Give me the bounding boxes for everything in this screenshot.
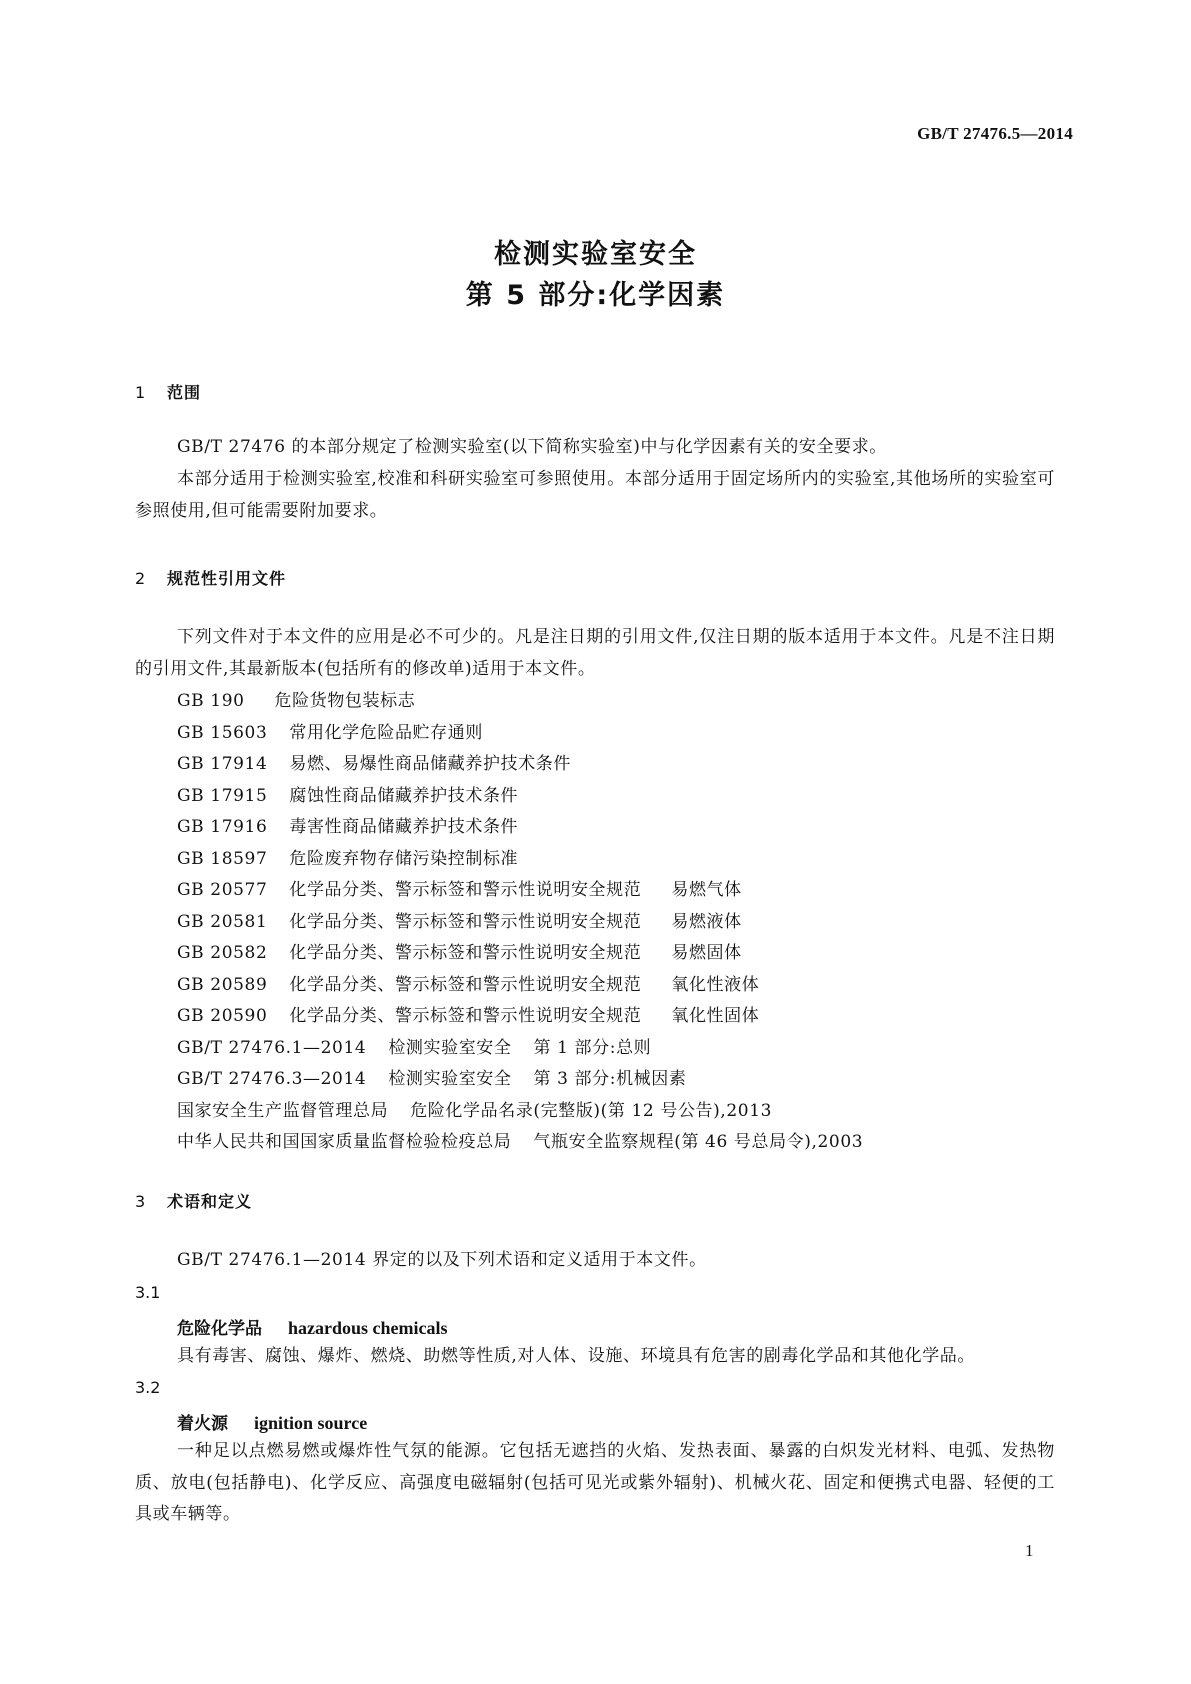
reference-item	[177, 1001, 863, 1033]
reference-title: 化学品分类、警示标签和警示性说明安全规范	[289, 1006, 642, 1026]
reference-code: GB 20590	[177, 1006, 268, 1026]
section-1-number: 1	[135, 383, 147, 402]
page-number: 1	[1025, 1541, 1034, 1560]
section-3-number: 3	[135, 1192, 147, 1211]
reference-item	[177, 749, 863, 781]
reference-item	[177, 875, 863, 907]
reference-code: 国家安全生产监督管理总局	[177, 1100, 389, 1121]
reference-title: 气瓶安全监察规程(第 46 号总局令),2003	[533, 1132, 864, 1152]
reference-item	[177, 907, 863, 939]
section-3-heading	[135, 1189, 252, 1212]
reference-code: GB 20581	[177, 911, 268, 932]
reference-code: GB/T 27476.1—2014	[177, 1037, 367, 1058]
reference-code: 中华人民共和国国家质量监督检验检疫总局	[177, 1132, 512, 1152]
normative-references-list	[177, 686, 863, 1159]
reference-suffix: 易燃气体	[671, 880, 742, 900]
term-3-2-heading	[177, 1409, 367, 1434]
reference-code: GB 190	[177, 691, 245, 711]
reference-suffix: 易燃固体	[671, 943, 742, 963]
section-1-para-2: 本部分适用于检测实验室,校准和科研实验室可参照使用。本部分适用于固定场所内的实验室,其他场所的实验室可参照使用,但可能需要附加要求。	[135, 469, 1055, 521]
reference-item	[177, 844, 863, 876]
reference-title: 化学品分类、警示标签和警示性说明安全规范	[289, 943, 642, 963]
section-2-title: 规范性引用文件	[167, 569, 287, 588]
term-3-1-zh: 危险化学品	[177, 1319, 262, 1339]
reference-title: 常用化学危险品贮存通则	[289, 722, 483, 743]
reference-title: 危险废弃物存储污染控制标准	[289, 848, 519, 869]
term-3-1-heading	[177, 1314, 448, 1339]
reference-title: 危险货物包装标志	[274, 691, 416, 711]
reference-code: GB 20577	[177, 880, 268, 900]
term-3-1-number: 3.1	[135, 1283, 161, 1302]
reference-suffix: 氧化性液体	[671, 974, 760, 995]
reference-suffix: 第 3 部分:机械因素	[533, 1069, 687, 1089]
reference-title: 毒害性商品储藏养护技术条件	[289, 817, 519, 837]
reference-title: 化学品分类、警示标签和警示性说明安全规范	[289, 880, 642, 900]
reference-title: 易燃、易爆性商品储藏养护技术条件	[289, 754, 571, 774]
reference-title: 检测实验室安全	[388, 1069, 512, 1089]
reference-item	[177, 718, 863, 750]
reference-suffix: 易燃液体	[671, 911, 742, 932]
reference-item	[177, 970, 863, 1002]
document-title-line2: 第 5 部分:化学因素	[465, 280, 726, 311]
reference-code: GB/T 27476.3—2014	[177, 1069, 367, 1089]
section-1-title: 范围	[167, 383, 202, 402]
section-1-para-1: GB/T 27476 的本部分规定了检测实验室(以下简称实验室)中与化学因素有关的安全要求。	[177, 437, 887, 457]
reference-code: GB 18597	[177, 848, 268, 869]
term-3-1-en: hazardous chemicals	[288, 1318, 448, 1338]
reference-code: GB 17915	[177, 785, 268, 806]
reference-title: 化学品分类、警示标签和警示性说明安全规范	[289, 974, 642, 995]
reference-title: 化学品分类、警示标签和警示性说明安全规范	[289, 911, 642, 932]
reference-item	[177, 686, 863, 718]
term-3-2-number: 3.2	[135, 1378, 161, 1397]
reference-item	[177, 1064, 863, 1096]
section-2-number: 2	[135, 569, 147, 588]
reference-code: GB 17916	[177, 817, 268, 837]
section-2-heading	[135, 566, 286, 589]
term-3-1-definition: 具有毒害、腐蚀、爆炸、燃烧、助燃等性质,对人体、设施、环境具有危害的剧毒化学品和其他化学品。	[177, 1346, 976, 1366]
reference-item	[177, 781, 863, 813]
standard-code: GB/T 27476.5—2014	[917, 124, 1073, 143]
reference-title: 腐蚀性商品储藏养护技术条件	[289, 785, 519, 806]
reference-item	[177, 1096, 863, 1128]
reference-item	[177, 812, 863, 844]
document-title-line1: 检测实验室安全	[494, 239, 697, 270]
reference-item	[177, 938, 863, 970]
section-3-intro: GB/T 27476.1—2014 界定的以及下列术语和定义适用于本文件。	[177, 1250, 707, 1270]
reference-code: GB 20589	[177, 974, 268, 995]
reference-item	[177, 1033, 863, 1065]
reference-code: GB 20582	[177, 943, 268, 963]
reference-code: GB 17914	[177, 754, 268, 774]
term-3-2-definition: 一种足以点燃易燃或爆炸性气氛的能源。它包括无遮挡的火焰、发热表面、暴露的白炽发光材料、电弧、发热物质、放电(包括静电)、化学反应、高强度电磁辐射(包括可见光或紫外辐射)、机械火花、固定和便携式电器、轻便的工具或车辆等。	[135, 1441, 1055, 1524]
section-3-title: 术语和定义	[167, 1192, 253, 1211]
term-3-2-en: ignition source	[254, 1413, 368, 1433]
reference-suffix: 氧化性固体	[671, 1006, 760, 1026]
section-2-intro: 下列文件对于本文件的应用是必不可少的。凡是注日期的引用文件,仅注日期的版本适用于本文件。凡是不注日期的引用文件,其最新版本(包括所有的修改单)适用于本文件。	[135, 627, 1055, 679]
reference-code: GB 15603	[177, 722, 268, 743]
reference-suffix: 第 1 部分:总则	[533, 1037, 652, 1058]
reference-title: 危险化学品名录(完整版)(第 12 号公告),2013	[410, 1100, 773, 1121]
reference-title: 检测实验室安全	[388, 1037, 512, 1058]
reference-item	[177, 1127, 863, 1159]
section-1-heading	[135, 380, 201, 403]
term-3-2-zh: 着火源	[177, 1414, 228, 1434]
